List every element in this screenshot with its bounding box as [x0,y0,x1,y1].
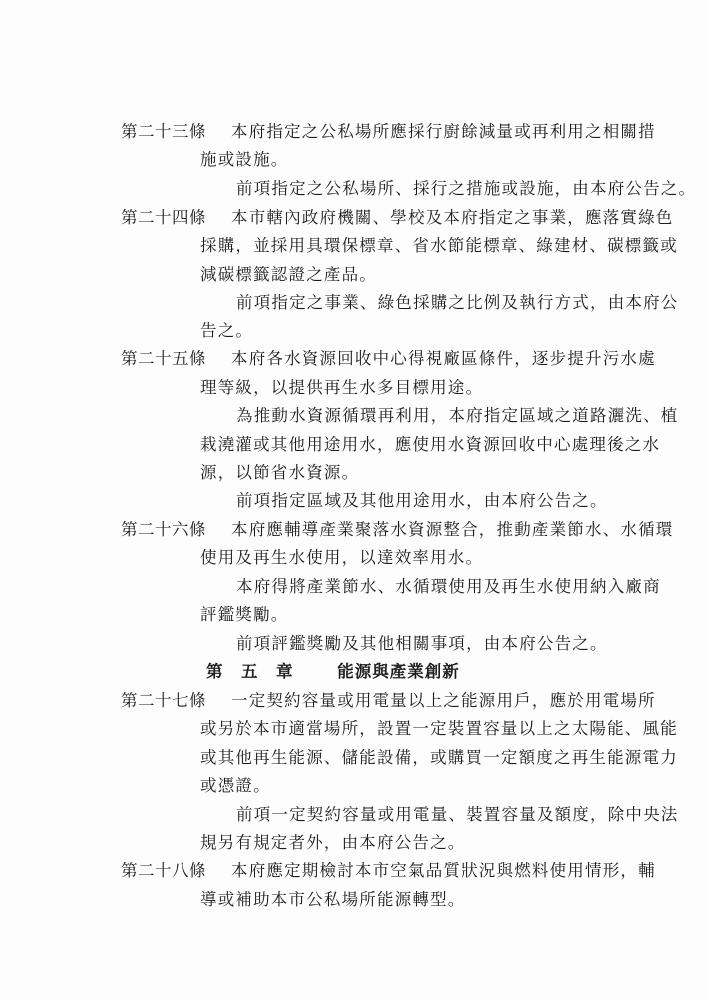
article-24-para1-line2: 採購，並採用具環保標章、省水節能標章、綠建材、碳標籤或 [200,236,678,255]
article-23-para1-line2: 施或設施。 [200,150,289,169]
article-27-para1-line1: 一定契約容量或用電量以上之能源用戶，應於用電場所 [231,691,656,710]
article-24-label: 第二十四條 [121,208,206,227]
article-27-para1-line3: 或其他再生能源、儲能設備，或購買一定額度之再生能源電力 [200,748,678,767]
article-27-para1-line4: 或憑證。 [200,776,271,795]
article-26-label: 第二十六條 [121,520,206,539]
article-25-para1-line1: 本府各水資源回收中心得視廠區條件，逐步提升污水處 [231,349,656,368]
article-24-para1-line1: 本市轄內政府機關、學校及本府指定之事業，應落實綠色 [231,208,674,227]
chapter-title: 能源與產業創新 [337,662,460,681]
article-28-label: 第二十八條 [121,861,206,880]
article-25-label: 第二十五條 [121,349,206,368]
article-25-para2-line1: 為推動水資源循環再利用，本府指定區域之道路灑洗、植 [236,406,679,425]
article-23-label: 第二十三條 [121,122,206,141]
article-24-para1-line3: 減碳標籤認證之產品。 [200,265,377,284]
article-25-para1-line2: 理等級，以提供再生水多目標用途。 [200,378,484,397]
chapter-heading [206,661,460,683]
article-25-para2-line3: 源，以節省水資源。 [200,463,360,482]
article-26-para1-line2: 使用及再生水使用，以達效率用水。 [200,548,484,567]
article-27-label: 第二十七條 [121,691,206,710]
article-26-para3-line1: 前項評鑑獎勵及其他相關事項，由本府公告之。 [236,634,608,653]
article-26-para1-line1: 本府應輔導產業聚落水資源整合，推動產業節水、水循環 [231,520,674,539]
article-25-para3-line1: 前項指定區域及其他用途用水，由本府公告之。 [236,491,608,510]
chapter-number: 第 五 章 [206,662,294,681]
article-27-para1-line2: 或另於本市適當場所，設置一定裝置容量以上之太陽能、風能 [200,719,678,738]
article-24-para2-line1: 前項指定之事業、綠色採購之比例及執行方式，由本府公 [236,293,679,312]
article-24-para2-line2: 告之。 [200,321,254,340]
article-28-para1-line1: 本府應定期檢討本市空氣品質狀況與燃料使用情形，輔 [231,861,656,880]
article-26-para2-line2: 評鑑獎勵。 [200,605,289,624]
article-27-para2-line1: 前項一定契約容量或用電量、裝置容量及額度，除中央法 [236,805,679,824]
article-26-para2-line1: 本府得將產業節水、水循環使用及再生水使用納入廠商 [236,577,661,596]
article-23-para1-line1: 本府指定之公私場所應採行廚餘減量或再利用之相關措 [231,122,656,141]
article-23-para2-line1: 前項指定之公私場所、採行之措施或設施，由本府公告之。 [236,179,697,198]
article-28-para1-line2: 導或補助本市公私場所能源轉型。 [200,890,466,909]
article-27-para2-line2: 規另有規定者外，由本府公告之。 [200,833,466,852]
article-25-para2-line2: 栽澆灌或其他用途用水，應使用水資源回收中心處理後之水 [200,435,661,454]
